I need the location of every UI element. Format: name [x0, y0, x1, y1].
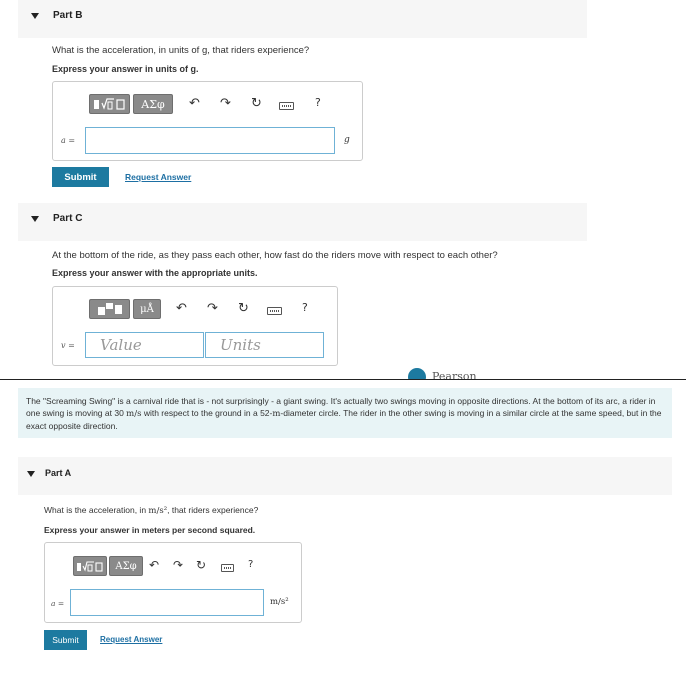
- keyboard-icon[interactable]: [267, 307, 282, 315]
- templates-icon: [76, 560, 104, 573]
- part-a-question: [44, 505, 258, 516]
- part-c-value-input[interactable]: [85, 332, 204, 358]
- collapse-triangle-icon[interactable]: [31, 13, 39, 19]
- section-divider: [0, 379, 686, 380]
- part-a-variable-label: a =: [51, 599, 65, 608]
- part-a-answer-input[interactable]: [70, 589, 264, 616]
- templates-icon: [95, 302, 125, 316]
- greek-symbols-label: ΑΣφ: [115, 560, 137, 572]
- part-b-header[interactable]: [18, 0, 587, 38]
- part-a-question-a: What is the acceleration, in: [44, 505, 149, 515]
- reset-icon[interactable]: ↻: [251, 96, 262, 111]
- undo-icon[interactable]: ↶: [189, 96, 200, 111]
- collapse-triangle-icon[interactable]: [27, 471, 35, 477]
- templates-icon: [93, 97, 126, 111]
- keyboard-icon[interactable]: [221, 564, 234, 572]
- redo-icon[interactable]: ↷: [173, 558, 184, 572]
- intro-speed-unit: m/s: [126, 409, 142, 419]
- intro-m-unit: m: [272, 409, 281, 419]
- part-a-question-b: , that riders experience?: [167, 505, 259, 515]
- pearson-logo-text: Pearson: [432, 370, 477, 379]
- part-a-instruction: Express your answer in meters per second squared.: [44, 525, 256, 535]
- part-a-submit-button[interactable]: Submit: [44, 630, 87, 650]
- keyboard-icon[interactable]: [279, 102, 294, 110]
- part-a-header[interactable]: [18, 457, 672, 495]
- reset-icon[interactable]: ↻: [196, 558, 207, 572]
- part-c-instruction: Express your answer with the appropriate units.: [52, 268, 258, 278]
- part-c-title: Part C: [53, 213, 83, 224]
- part-c-header[interactable]: [18, 203, 587, 241]
- units-button-label: μÅ: [140, 303, 154, 315]
- undo-icon[interactable]: ↶: [176, 301, 187, 316]
- part-c-variable-label: v =: [61, 341, 75, 350]
- problem-intro: [18, 388, 672, 438]
- value-placeholder: Value: [100, 336, 142, 354]
- part-a-answer-box: [44, 542, 302, 623]
- redo-icon[interactable]: ↷: [207, 301, 218, 316]
- part-c-answer-box: [52, 286, 338, 366]
- undo-icon[interactable]: ↶: [149, 558, 160, 572]
- greek-symbols-label: ΑΣφ: [141, 97, 165, 111]
- part-b-question: What is the acceleration, in units of g, that riders experience?: [52, 45, 310, 56]
- pearson-logo-icon: [408, 368, 426, 379]
- templates-button[interactable]: [89, 299, 130, 319]
- units-button[interactable]: [133, 299, 161, 319]
- templates-button[interactable]: [73, 556, 107, 576]
- help-icon[interactable]: ?: [248, 559, 254, 570]
- collapse-triangle-icon[interactable]: [31, 216, 39, 222]
- reset-icon[interactable]: ↻: [238, 301, 249, 316]
- intro-text-a: The "Screaming Swing" is a carnival ride that is - not surprisingly - a giant swing. It's actually two swings moving in opposite directions. At the bottom of its arc, a rider in one swing is moving at 30: [26, 396, 656, 418]
- part-b-variable-label: a =: [61, 136, 76, 145]
- intro-text-c: -diameter circle. The rider in the other swing is moving in a similar circle at the same speed, but in the exact opposite direction.: [26, 408, 662, 431]
- intro-text-b: with respect to the ground in a 52-: [141, 408, 273, 418]
- part-b-instruction: Express your answer in units of g.: [52, 64, 199, 74]
- part-b-unit: g: [344, 135, 350, 145]
- part-b-answer-input[interactable]: [85, 127, 335, 154]
- part-a-title: Part A: [45, 468, 72, 478]
- part-c-question: At the bottom of the ride, as they pass each other, how fast do the riders move with respect to each other?: [52, 250, 498, 261]
- part-b-title: Part B: [53, 10, 83, 21]
- part-a-question-unit: m/s²: [148, 506, 168, 516]
- help-icon[interactable]: ?: [302, 301, 308, 314]
- greek-symbols-button[interactable]: [133, 94, 173, 114]
- part-b-request-answer-link[interactable]: Request Answer: [125, 172, 192, 182]
- units-placeholder: Units: [220, 336, 261, 354]
- part-b-answer-box: [52, 81, 363, 161]
- templates-button[interactable]: [89, 94, 130, 114]
- redo-icon[interactable]: ↷: [220, 96, 231, 111]
- part-c-units-input[interactable]: [205, 332, 324, 358]
- part-b-submit-button[interactable]: Submit: [52, 167, 109, 187]
- help-icon[interactable]: ?: [315, 96, 321, 109]
- part-a-unit: m/s²: [270, 597, 289, 607]
- part-a-request-answer-link[interactable]: Request Answer: [100, 635, 163, 644]
- greek-symbols-button[interactable]: [109, 556, 143, 576]
